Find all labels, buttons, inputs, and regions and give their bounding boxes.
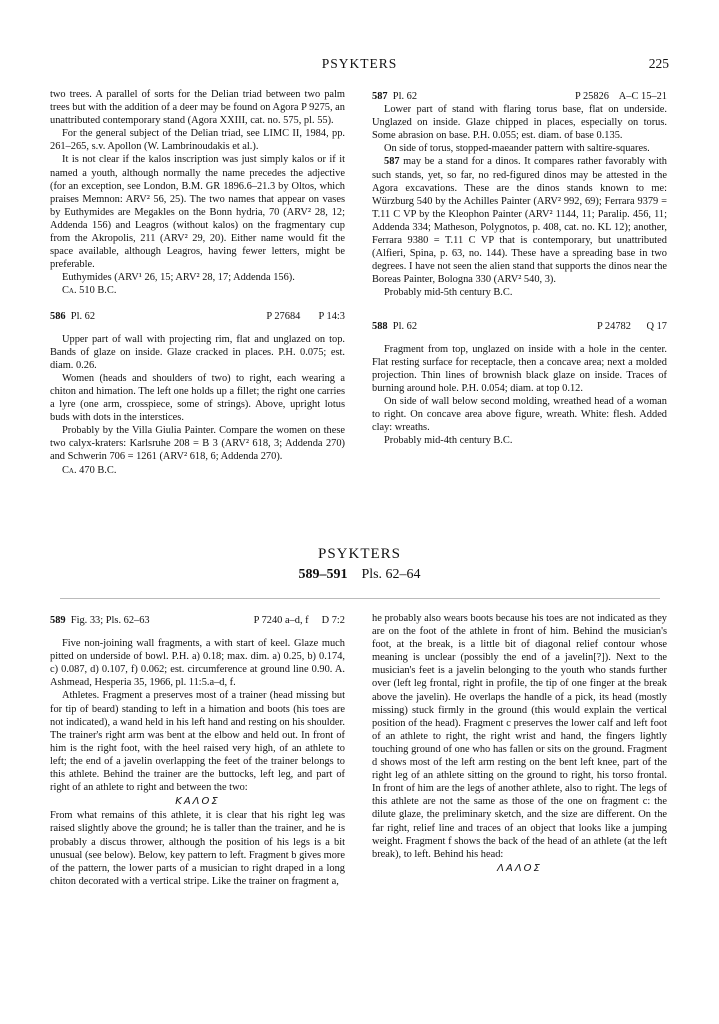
inventory-number: P 27684	[266, 310, 301, 322]
section-divider	[60, 598, 660, 599]
section-title: PSYKTERS	[317, 546, 402, 562]
entry-number: 586	[50, 310, 66, 322]
paragraph: Five non-joining wall fragments, a with start of keel. Glaze much pitted on underside of bowl. P.H. a) 0.18; max. dim. a) 0.25, b) 0.174, c) 0.087, d) 0.107, f) 0.062; est. circumference at ground line 0.90. A. Ashmead, Hesperia 35, 1966, pl. 11:5.a–d, f.	[50, 638, 345, 689]
paragraph: Fragment from top, unglazed on inside with a hole in the center. Flat resting surface for receptacle, then a concave area; next a molded projection. Thin lines of brownish black glaze on inside. Traces of burning around hole. P.H. 0.054; diam. at top 0.12.	[372, 343, 667, 394]
entry-588-header	[372, 320, 667, 333]
entry-589-header	[50, 614, 345, 627]
entry-586-header	[50, 310, 345, 323]
paragraph: On side of wall below second molding, wreathed head of a woman to right. On concave area above figure, wreath. White: flesh. Added clay: wreaths.	[372, 395, 667, 434]
entry-number: 589	[50, 615, 66, 626]
date-line: Probably mid-5th century B.C.	[384, 287, 513, 299]
deposit: D 7:2	[321, 615, 345, 626]
inventory-number: P 24782	[596, 320, 631, 332]
date-line: Ca. 470 B.C.	[62, 464, 117, 476]
inscription: ΛΑΛΟΣ	[497, 862, 542, 874]
inventory-number: P 7240 a–d, f	[253, 615, 309, 626]
left-column-bottom	[50, 612, 345, 888]
paragraph: On side of torus, stopped-maeander pattern with saltire-squares.	[384, 143, 650, 155]
paragraph: Lower part of stand with flaring torus base, flat on underside. Unglazed on inside. Glaze chipped in places, especially on torus. Some abrasion on base. P.H. 0.055; est. diam. of base 0.135.	[372, 104, 667, 142]
paragraph: he probably also wears boots because his toes are not indicated as they are on the foot of the athlete in front of him. Behind the musician's foot, at the break, is a little bit of diagonal relief contour whose meaning is unclear (possibly the end of a javelin[?]). Next to the musician's feet is a javelin belonging to the youth who stands further over (left leg frontal, right in profile, the tip of one finger at the break above the javelin). He overlaps the handle of a pick, its head (mostly missing) stuck firmly in the ground (this would explain the vertical position of the head). Fragment c preserves the lower calf and left foot of an athlete to right, the right wrist and hand, the fingers lightly touching ground of one who has fallen or sits on the ground. Fragment d shows most of the left arm resting on the bent left knee, part of the right leg of an athlete sitting on the ground to right, his torso frontal. In front of him are the legs of another athlete, also to right. The legs of this athlete are not the same as those of the one on fragment c: the dilute glaze, the preliminary sketch, and the size are different. On the far right, relief line and traces of an object that looks like a jumping weight. Fragment f shows the back of the head of an athlete (at the left break), to left. Behind his head:	[372, 613, 667, 860]
entry-number: 587	[372, 91, 388, 102]
deposit: P 14:3	[318, 310, 345, 322]
paragraph: Athletes. Fragment a preserves most of a trainer (head missing but for tip of beard) standing to left in a himation and boots (his toes are not indicated), a wand held in his left hand and resting on his shoulder. The trainer's right arm was bent at the elbow and held out. In front of him is the right foot, with the heel raised very high, of an athlete to left; the end of a javelin overlapping the feet of the trainer belongs to this athlete. Behind the trainer are the buttocks, left leg, and part of right of an athlete to right and between the two:	[50, 690, 345, 794]
plate-ref: Fig. 33; Pls. 62–63	[70, 615, 150, 626]
page-number: 225	[648, 56, 669, 71]
left-column-top	[50, 88, 345, 477]
plate-ref: Pl. 62	[70, 310, 96, 322]
paragraph: Probably by the Villa Giulia Painter. Compare the women on these two calyx-kraters: Karlsruhe 208 = B 3 (ARV² 618, 3; Addenda 270) and Schwerin 706 = 1261 (ARV² 618, 6; Addenda 270).	[50, 425, 345, 463]
date-line: Probably mid-4th century B.C.	[384, 435, 513, 447]
catalogue-range: 589–591	[298, 567, 348, 582]
right-column-bottom	[372, 612, 667, 876]
date-line: Ca. 510 B.C.	[62, 285, 117, 297]
plate-ref: Pl. 62	[392, 91, 418, 102]
paragraph-text: may be a stand for a dinos. It compares rather favorably with such stands, yet, so far, no red-figured dinos may be attested in the Agora excavations. These are the dinos stands known to me: Würzburg 540 by the Achilles Painter (ARV² 992, 69); Ferrara 9379 = T.11 C VP by the Kleophon Painter (ARV² 1144, 11; Paralip. 456, 11; Addenda 334; Matheson, Polygnotos, p. 408, cat. no. KL 12); another, Ferrara 9380 = T.11 C VP that is contemporary, but unattributed (Alfieri, Spina, p. 63, no. 144). These have a spreading base in two degrees. I have not seen the alien stand that supports the dinos near the Boreas Painter, Bologna 330 (ARV² 540, 3).	[372, 156, 667, 286]
paragraph: From what remains of this athlete, it is clear that his right leg was raised slightly above the ground; he is taller than the trainer, and he is probably a discus thrower, although the position of his legs is a bit unusual (see below). Below, key pattern to left. Fragment b gives more of the pattern, the lower parts of a musician to right draped in a long chiton decorated with a vertical stripe. Like the trainer on fragment a,	[50, 810, 345, 887]
paragraph: It is not clear if the kalos inscription was just simply kalos or if it named a youth, although normally the name precedes the adjective (for an exception, see London, B.M. GR 1896.6–21.3 by Oltos, which praises Memnon: ARV² 56, 25). The two names that appear on vases by Euthymides are Megakles on the Bonn hydria, 70 (ARV² 28, 12; Addenda 156) and Leagros (without kalos) on the fragmentary cup from the Akropolis, 211 (ARV² 29, 20). Either name would fit the space available, although Leagros, having fewer letters, might be preferable.	[50, 154, 345, 271]
deposit: A–C 15–21	[618, 91, 667, 102]
section-range	[0, 567, 719, 583]
inscription: ΚΑΛΟΣ	[175, 796, 220, 808]
paragraph: For the general subject of the Delian triad, see LIMC II, 1984, pp. 261–265, s.v. Apollon (W. Lambrinoudakis et al.).	[50, 128, 345, 153]
paragraph: Euthymides (ARV¹ 26, 15; ARV² 28, 17; Addenda 156).	[62, 272, 295, 284]
deposit: Q 17	[646, 320, 667, 332]
running-title: PSYKTERS	[321, 56, 398, 71]
inventory-number: P 25826	[574, 91, 609, 102]
paragraph: two trees. A parallel of sorts for the Delian triad between two palm trees but with the addition of a deer may be found on Agora P 9275, an unattributed contemporary stand (Agora XXIII, cat. no. 575, pl. 55).	[50, 89, 345, 127]
plate-ref: Pl. 62	[392, 320, 418, 332]
entry-number: 587	[384, 156, 400, 168]
paragraph: Upper part of wall with projecting rim, flat and unglazed on top. Bands of glaze on inside. Glaze cracked in places. P.H. 0.075; est. diam. 0.26.	[50, 333, 345, 371]
paragraph: Women (heads and shoulders of two) to right, each wearing a chiton and himation. The left one holds up a fillet; the right one carries a lyre (one arm, crosspiece, some of strings). Above, upright lotus buds with dots in the interstices.	[50, 372, 345, 424]
paragraph	[372, 155, 667, 286]
plates-range: Pls. 62–64	[361, 567, 421, 582]
right-column-top	[372, 88, 667, 447]
entry-587-header	[372, 90, 667, 103]
entry-number: 588	[372, 320, 388, 332]
